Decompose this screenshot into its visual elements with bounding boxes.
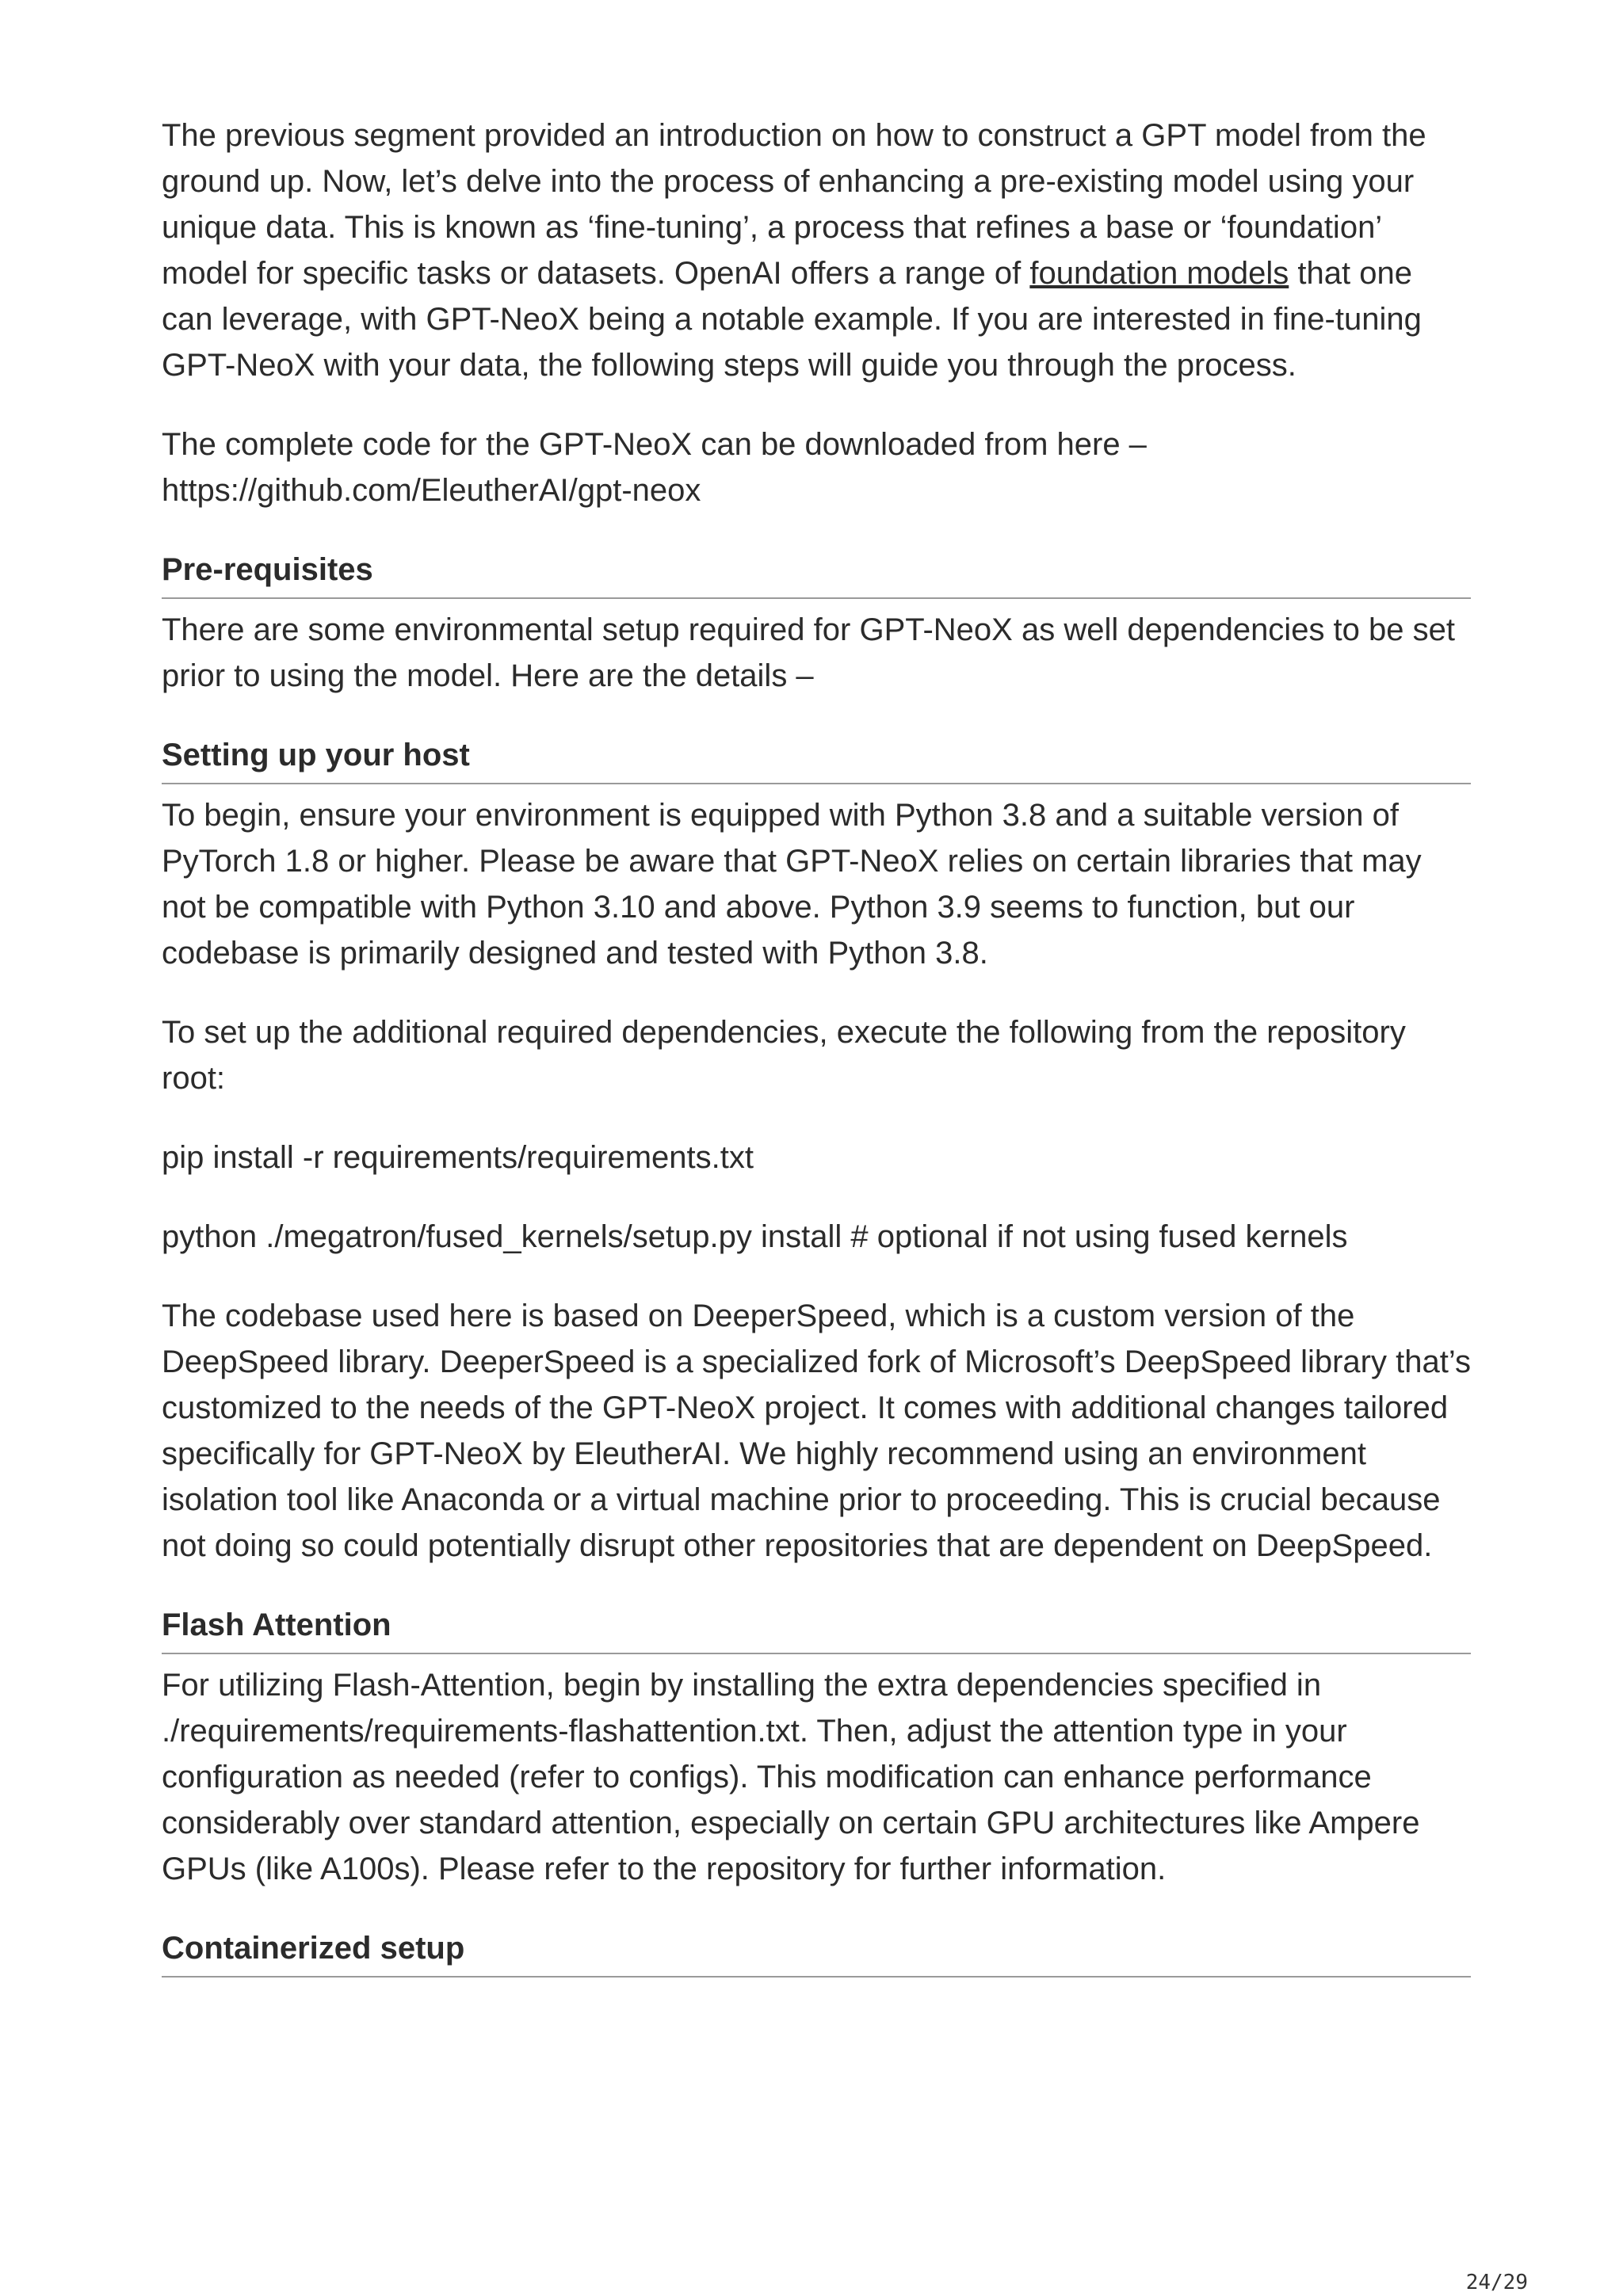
host-setup-heading: Setting up your host xyxy=(162,732,1471,784)
foundation-models-link[interactable]: foundation models xyxy=(1029,256,1289,291)
flash-attention-heading: Flash Attention xyxy=(162,1602,1471,1654)
host-setup-paragraph: To begin, ensure your environment is equipped with Python 3.8 and a suitable version of PyTorch 1.8 or higher. Please be aware that GPT-NeoX relies on certain libraries that may not be compatible with Python 3.10 and above. Python 3.9 seems to function, but our codebase is primarily designed and tested with Python 3.8. xyxy=(162,798,1422,971)
flash-attention-paragraph: For utilizing Flash-Attention, begin by installing the extra dependencies specified in ./requirements/requirements-flashattention.txt. Then, adjust the attention type in your configuration as needed (refer to configs). This modification can enhance performance considerably over standard attention, especially on certain GPU architectures like Ampere GPUs (like A100s). Please refer to the repository for further information. xyxy=(162,1668,1420,1886)
page-number: 24/29 xyxy=(1465,2271,1528,2294)
prerequisites-heading: Pre-requisites xyxy=(162,547,1471,599)
dependencies-paragraph: To set up the additional required dependencies, execute the following from the repository root: xyxy=(162,1015,1406,1096)
download-paragraph: The complete code for the GPT-NeoX can be downloaded from here – https://github.com/EleutherAI/gpt-neox xyxy=(162,427,1147,508)
pip-install-command: pip install -r requirements/requirements.txt xyxy=(162,1140,754,1175)
document-body xyxy=(162,113,1471,1985)
fused-kernels-command: python ./megatron/fused_kernels/setup.py install # optional if not using fused kernels xyxy=(162,1219,1348,1254)
deeperspeed-paragraph: The codebase used here is based on DeeperSpeed, which is a custom version of the DeepSpeed library. DeeperSpeed is a specialized fork of Microsoft’s DeepSpeed library that’s customized to the needs of the GPT-NeoX project. It comes with additional changes tailored specifically for GPT-NeoX by EleutherAI. We highly recommend using an environment isolation tool like Anaconda or a virtual machine prior to proceeding. This is crucial because not doing so could potentially disrupt other repositories that are dependent on DeepSpeed. xyxy=(162,1299,1471,1563)
containerized-setup-heading: Containerized setup xyxy=(162,1925,1471,1978)
intro-text-start: The previous segment provided an introduction on how to construct a GPT model from the ground up. Now, let’s delve into the process of enhancing a pre-existing model using your unique data. This is known as ‘fine-tuning’, a process that refines a base or ‘foundation’ model for specific tasks or datasets. OpenAI offers a range of xyxy=(162,118,1426,291)
prerequisites-paragraph: There are some environmental setup required for GPT-NeoX as well dependencies to be set prior to using the model. Here are the details – xyxy=(162,612,1455,693)
intro-text-end: that one can leverage, with GPT-NeoX being a notable example. If you are interested in fine-tuning GPT-NeoX with your data, the following steps will guide you through the process. xyxy=(162,256,1422,383)
intro-paragraph xyxy=(162,113,1471,388)
